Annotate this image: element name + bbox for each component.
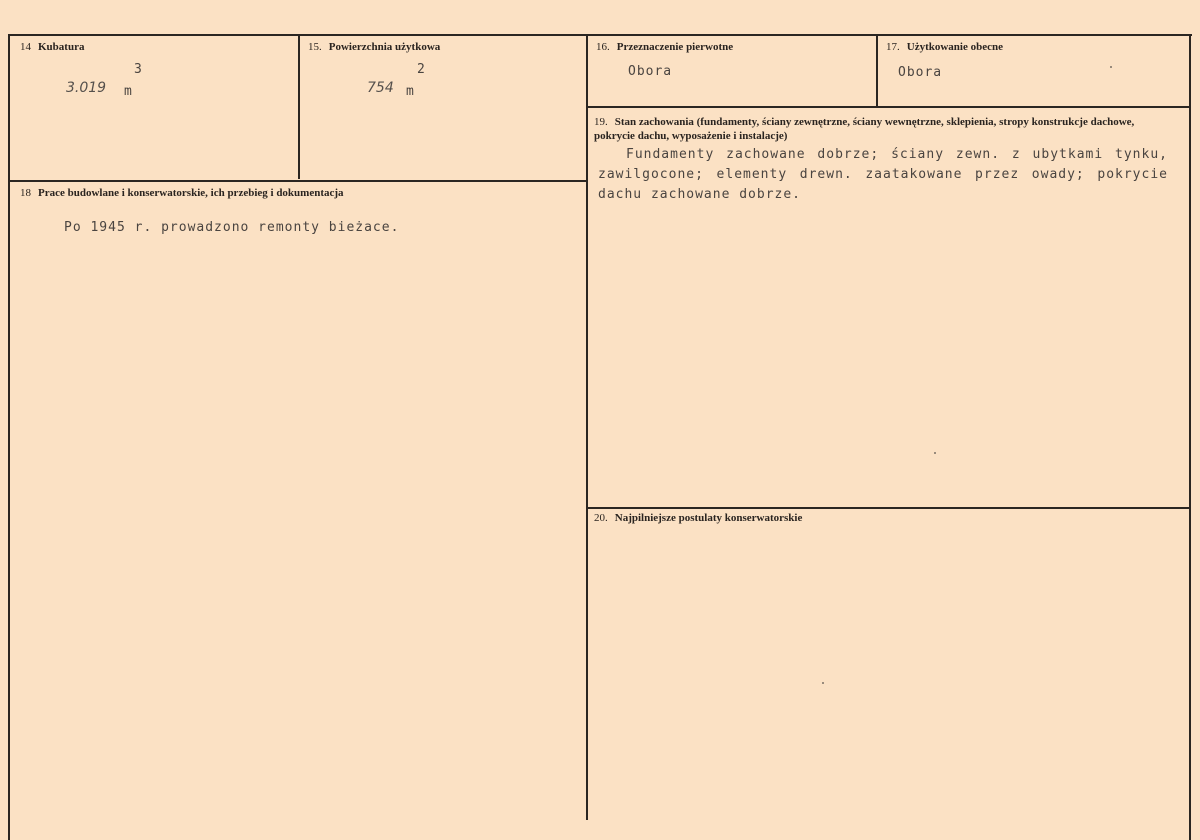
powierzchnia-exponent: 2 <box>417 62 426 77</box>
field-18-label <box>20 186 344 200</box>
stan-zachowania-value: Fundamenty zachowane dobrze; ściany zewn. z ubytkami tynku, zawilgocone; elementy drewn. zaatakowane przez owady; pokrycie dachu zachowane dobrze. <box>598 147 1168 202</box>
kubatura-exponent: 3 <box>134 62 143 77</box>
top-border <box>8 34 1192 36</box>
field-18-number: 18 <box>20 187 31 199</box>
left-border <box>8 34 10 840</box>
field-15-title: Powierzchnia użytkowa <box>328 41 441 53</box>
divider-row-20 <box>586 507 1190 509</box>
field-20-title: Najpilniejsze postulaty konserwatorskie <box>614 512 803 524</box>
field-19-number: 19. <box>594 116 608 128</box>
paper-speck <box>934 452 936 454</box>
field-19-title: Stan zachowania (fundamenty, ściany zewnętrzne, ściany wewnętrzne, sklepienia, stropy konstrukcje dachowe, pokrycie dachu, wyposażenie i instalacje) <box>594 116 1135 142</box>
prace-value: Po 1945 r. prowadzono remonty bieżace. <box>64 220 400 235</box>
powierzchnia-value: 754 <box>367 80 394 96</box>
uzytkowanie-value: Obora <box>898 65 943 80</box>
divider-14-15 <box>298 34 300 179</box>
paper-speck <box>822 682 824 684</box>
paper-speck <box>1110 66 1112 68</box>
field-15-number: 15. <box>308 41 322 53</box>
field-19-label <box>594 115 1168 143</box>
center-divider <box>586 34 588 820</box>
kubatura-value: 3.019 <box>66 80 107 96</box>
field-17-title: Użytkowanie obecne <box>906 41 1003 53</box>
powierzchnia-unit: m <box>406 84 415 99</box>
divider-row-19 <box>586 106 1190 108</box>
field-20-number: 20. <box>594 512 608 524</box>
field-16-number: 16. <box>596 41 610 53</box>
field-16-label <box>596 40 733 54</box>
field-14-label <box>20 40 84 54</box>
divider-16-17 <box>876 34 878 106</box>
right-border <box>1189 34 1191 840</box>
field-14-title: Kubatura <box>38 41 85 53</box>
field-20-label <box>594 511 802 525</box>
divider-row-18 <box>8 180 586 182</box>
field-17-number: 17. <box>886 41 900 53</box>
field-16-title: Przeznaczenie pierwotne <box>616 41 734 53</box>
field-14-number: 14 <box>20 41 31 53</box>
field-18-title: Prace budowlane i konserwatorskie, ich przebieg i dokumentacja <box>38 187 344 199</box>
field-15-label <box>308 40 440 54</box>
kubatura-unit: m <box>124 84 133 99</box>
field-17-label <box>886 40 1003 54</box>
przeznaczenie-value: Obora <box>628 64 673 79</box>
